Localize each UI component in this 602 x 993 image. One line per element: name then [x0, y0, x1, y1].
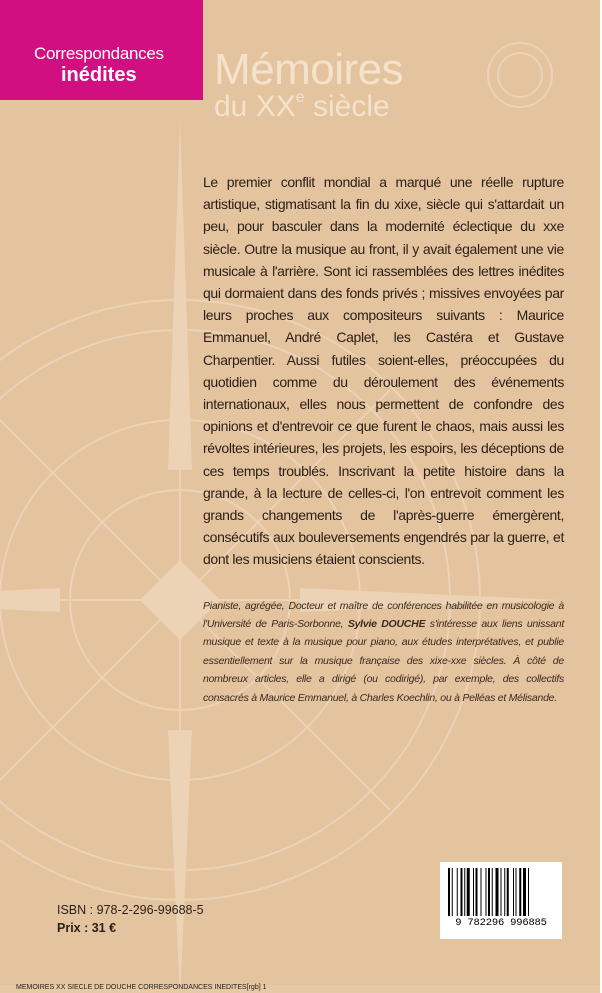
barcode-bar	[523, 868, 526, 916]
author-name: Sylvie DOUCHE	[347, 617, 426, 630]
barcode-bar	[467, 868, 470, 916]
barcode-bar	[516, 868, 517, 916]
series-banner	[0, 0, 203, 100]
series-line-2: inédites	[61, 64, 137, 86]
print-footer: MEMOIRES XX SIECLE DE DOUCHE CORRESPONDANCES INEDITES[rgb] 1	[16, 984, 267, 991]
barcode-bar	[488, 868, 490, 916]
barcode-bar	[473, 868, 474, 916]
series-line-1: Correspondances	[34, 44, 164, 63]
barcode-bar	[513, 868, 514, 916]
subtitle-prefix: du XX	[214, 90, 296, 123]
barcode-bar	[528, 868, 529, 916]
barcode-bar	[457, 868, 458, 916]
barcode-bar	[519, 868, 521, 916]
isbn: ISBN : 978-2-296-99688-5	[57, 903, 204, 917]
bio-after-name: s'intéresse aux liens unissant musique et texte à la musique pour piano, aux études interprétatives, et publie essentiellement sur la musique française des xixe-xxe siècles. À côté de nombreux articles, elle a dirigé (ou codirigé), par exemple, des collectifs consacrés à Maurice Emmanuel, à Charles Koechlin, ou à Pelléas et Mélisande.	[203, 617, 564, 704]
barcode-bar	[452, 868, 453, 916]
barcode-bar	[504, 868, 505, 916]
barcode-digits: 9 782296 996885	[455, 917, 547, 929]
barcode-bar	[461, 868, 463, 916]
barcode-bar	[492, 868, 493, 916]
barcode-bar	[476, 868, 478, 916]
author-bio	[203, 597, 564, 707]
barcode-bar	[464, 868, 465, 916]
price: Prix : 31 €	[57, 921, 117, 935]
bio-before-name: Pianiste, agrégée, Docteur et maître de conférences habilitée en musicologie à l'Université de Paris-Sorbonne,	[203, 599, 564, 630]
subtitle-superscript: e	[295, 89, 305, 106]
barcode-bar	[496, 868, 499, 916]
collection-title: Mémoires	[214, 45, 404, 94]
barcode-bar	[507, 868, 509, 916]
book-summary: Le premier conflit mondial a marqué une réelle rupture artistique, stigmatisant la fin du xixe, siècle qui s'attardait un peu, pour basculer dans la modernité éclectique du xxe siècle. Outre la musique au front, il y avait également une vie musicale à l'arrière. Sont ici rassemblées des lettres inédites qui dormaient dans des fonds privés ; missives envoyées par leurs proches aux compositeurs suivants : Maurice Emmanuel, André Caplet, les Castéra et Gustave Charpentier. Aussi futiles soient-elles, préoccupées du quotidien comme du déroulement des événements internationaux, elles nous permettent de confondre des opinions et d'entrevoir ce que furent le chaos, mais aussi les révoltes intérieures, les projets, les espoirs, les déceptions de ces temps troublés. Inscrivant la petite histoire dans la grande, à la lecture de celles-ci, l'on entrevoit comment les grands changements de l'après-guerre émergèrent, consécutifs aux bouleversements engendrés par la guerre, et dont les musiciens étaient conscients.	[203, 174, 564, 568]
collection-subtitle	[214, 90, 390, 122]
barcode-bars	[448, 868, 554, 918]
barcode-bar	[501, 868, 502, 916]
barcode	[440, 862, 562, 939]
barcode-bar	[486, 868, 487, 916]
barcode-bar	[448, 868, 450, 916]
barcode-bar	[481, 868, 482, 916]
subtitle-suffix: siècle	[304, 90, 390, 123]
